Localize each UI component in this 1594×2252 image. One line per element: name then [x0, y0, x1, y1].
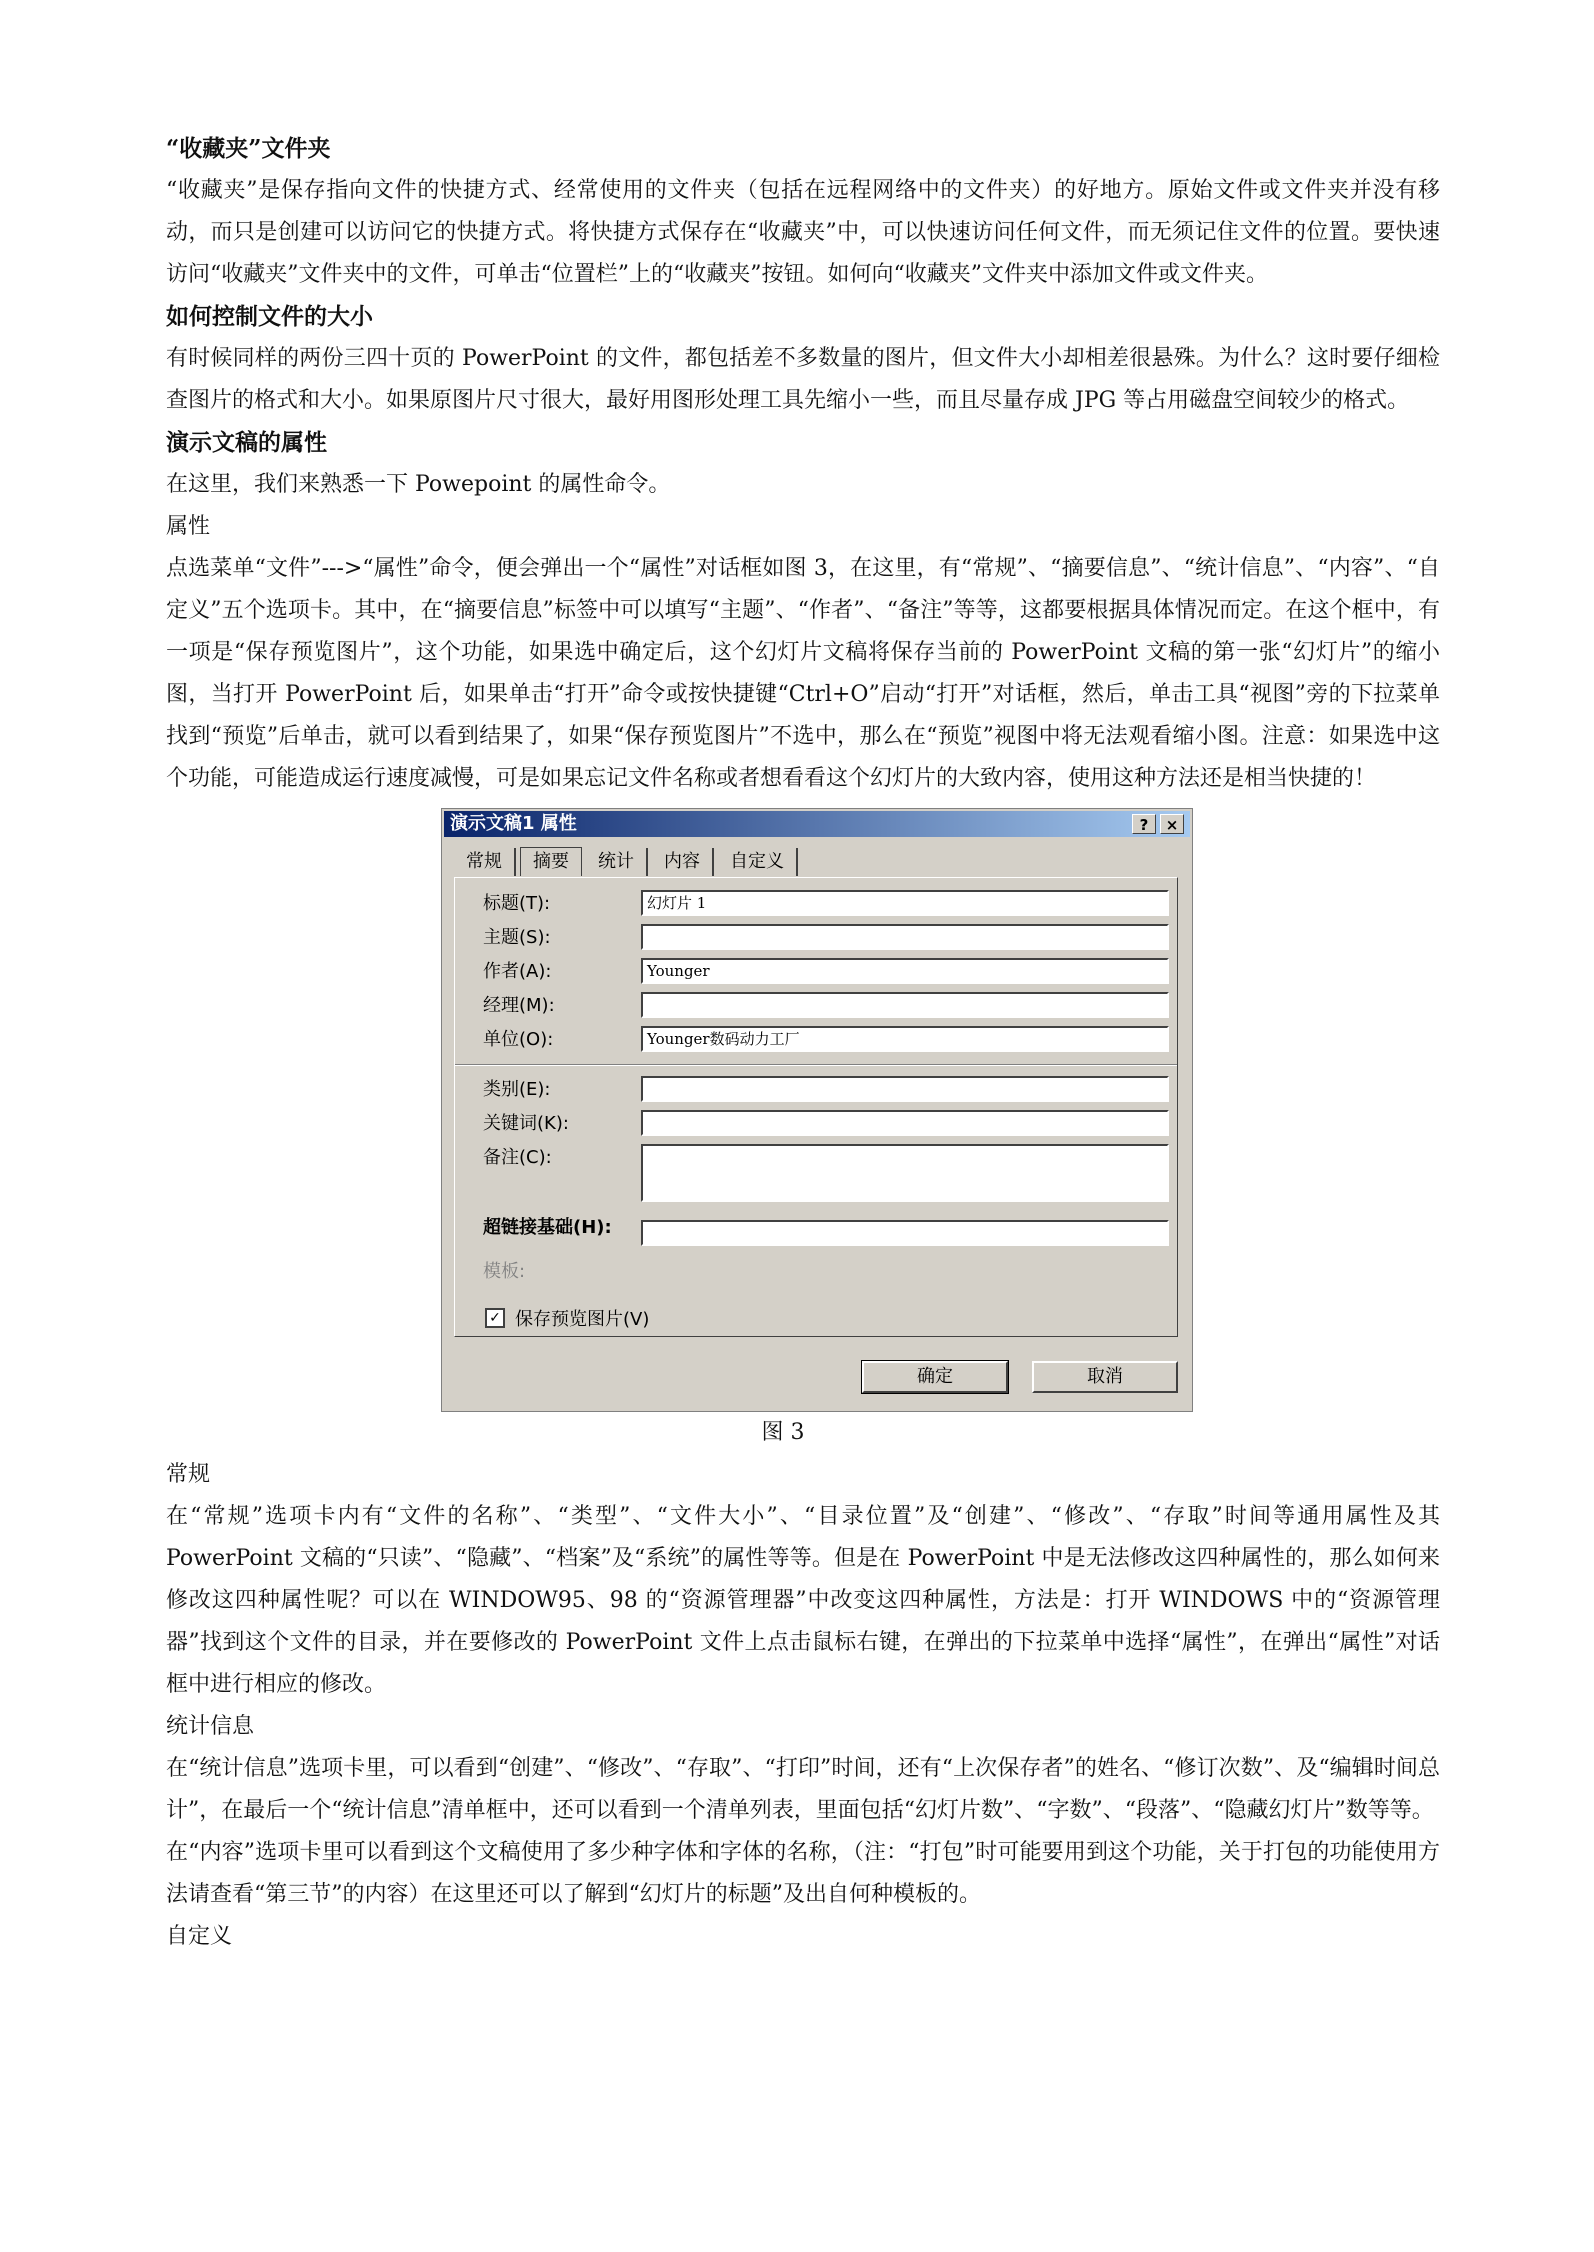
template-label: 模板:: [483, 1261, 526, 1282]
comments-input[interactable]: [641, 1144, 1169, 1202]
paragraph-statistics: 在“统计信息”选项卡里，可以看到“创建”、“修改”、“存取”、“打印”时间，还有“上次保存者”的姓名、“修订次数”、及“编辑时间总计”，在最后一个“统计信息”清单框中，还可以看到一个清单列表，里面包括“幻灯片数”、“字数”、“段落”、“隐藏幻灯片”数等等。: [166, 1756, 1440, 1823]
field-row-title: [483, 890, 1173, 918]
author-label: 作者(A):: [483, 961, 552, 982]
field-row-comments: [483, 1144, 1173, 1202]
figure-3: [166, 800, 1440, 1412]
save-preview-checkbox-row[interactable]: [485, 1308, 649, 1332]
heading-properties: 演示文稿的属性: [166, 429, 327, 456]
hyperlink-base-label: 超链接基础(H):: [483, 1217, 612, 1238]
company-input[interactable]: Younger数码动力工厂: [641, 1026, 1169, 1052]
paragraph-attributes: 点选菜单“文件”--->“属性”命令，便会弹出一个“属性”对话框如图 3，在这里，有“常规”、“摘要信息”、“统计信息”、“内容”、“自定义”五个选项卡。其中，在“摘要信息”标签中可以填写“主题”、“作者”、“备注”等等，这都要根据具体情况而定。在这个框中，有一项是“保存预览图片”，这个功能，如果选中确定后，这个幻灯片文稿将保存当前的 PowerPoint 文稿的第一张“幻灯片”的缩小图，当打开 PowerPoint 后，如果单击“打开”命令或按快捷键“Ctrl+O”启动“打开”对话框，然后，单击工具“视图”旁的下拉菜单找到“预览”后单击，就可以看到结果了，如果“保存预览图片”不选中，那么在“预览”视图中将无法观看缩小图。注意：如果选中这个功能，可能造成运行速度减慢，可是如果忘记文件名称或者想看看这个幻灯片的大致内容，使用这种方法还是相当快捷的！: [166, 556, 1440, 791]
save-preview-checkbox[interactable]: ✓: [485, 1308, 505, 1328]
help-button[interactable]: ?: [1132, 814, 1156, 834]
subheading-attributes: 属性: [166, 514, 211, 539]
tab-custom[interactable]: 自定义: [718, 848, 798, 876]
field-row-keywords: [483, 1110, 1173, 1138]
field-row-hyperlink-base: [483, 1216, 1173, 1256]
tab-summary[interactable]: 摘要: [520, 847, 582, 876]
save-preview-label: 保存预览图片(V): [515, 1309, 650, 1330]
heading-favorites: “收藏夹”文件夹: [166, 135, 331, 162]
keywords-input[interactable]: [641, 1110, 1169, 1136]
paragraph-contents: 在“内容”选项卡里可以看到这个文稿使用了多少种字体和字体的名称，（注：“打包”时可能要用到这个功能，关于打包的功能使用方法请查看“第三节”的内容）在这里还可以了解到“幻灯片的标题”及出自何种模板的。: [166, 1840, 1440, 1907]
title-label: 标题(T):: [483, 893, 551, 914]
manager-label: 经理(M):: [483, 995, 555, 1016]
manager-input[interactable]: [641, 992, 1169, 1018]
template-row: [483, 1258, 1173, 1286]
company-label: 单位(O):: [483, 1029, 554, 1050]
subheading-general: 常规: [166, 1462, 211, 1487]
subheading-custom: 自定义: [166, 1924, 233, 1949]
dialog-title: 演示文稿1 属性: [450, 813, 577, 834]
tab-general[interactable]: 常规: [454, 848, 516, 876]
field-row-company: [483, 1026, 1173, 1054]
subject-input[interactable]: [641, 924, 1169, 950]
paragraph-favorites: “收藏夹”是保存指向文件的快捷方式、经常使用的文件夹（包括在远程网络中的文件夹）的好地方。原始文件或文件夹并没有移动，而只是创建可以访问它的快捷方式。将快捷方式保存在“收藏夹”中，可以快速访问任何文件，而无须记住文件的位置。要快速访问“收藏夹”文件夹中的文件，可单击“位置栏”上的“收藏夹”按钮。如何向“收藏夹”文件夹中添加文件或文件夹。: [166, 178, 1440, 287]
summary-panel: [454, 877, 1178, 1337]
hyperlink-base-input[interactable]: [641, 1220, 1169, 1246]
divider: [455, 1064, 1177, 1066]
tab-statistics[interactable]: 统计: [586, 848, 648, 876]
properties-dialog: [441, 808, 1193, 1412]
document-page: [166, 128, 1440, 1958]
paragraph-properties-intro: 在这里，我们来熟悉一下 Powepoint 的属性命令。: [166, 472, 671, 497]
close-button[interactable]: ×: [1160, 814, 1184, 834]
dialog-tabs: [454, 847, 802, 877]
field-row-author: [483, 958, 1173, 986]
cancel-button[interactable]: 取消: [1032, 1361, 1178, 1393]
paragraph-general: 在“常规”选项卡内有“文件的名称”、“类型”、“文件大小”、“目录位置”及“创建”、“修改”、“存取”时间等通用属性及其 PowerPoint 文稿的“只读”、“隐藏”、“档案”及“系统”的属性等等。但是在 PowerPoint 中是无法修改这四种属性的，那么如何来修改这四种属性呢？可以在 WINDOW95、98 的“资源管理器”中改变这四种属性，方法是：打开 WINDOWS 中的“资源管理器”找到这个文件的目录，并在要修改的 PowerPoint 文件上点击鼠标右键，在弹出的下拉菜单中选择“属性”，在弹出“属性”对话框中进行相应的修改。: [166, 1504, 1440, 1697]
paragraph-file-size: 有时候同样的两份三四十页的 PowerPoint 的文件，都包括差不多数量的图片，但文件大小却相差很悬殊。为什么？这时要仔细检查图片的格式和大小。如果原图片尺寸很大，最好用图形处理工具先缩小一些，而且尽量存成 JPG 等占用磁盘空间较少的格式。: [166, 346, 1440, 413]
author-input[interactable]: Younger: [641, 958, 1169, 984]
category-input[interactable]: [641, 1076, 1169, 1102]
category-label: 类别(E):: [483, 1079, 551, 1100]
field-row-subject: [483, 924, 1173, 952]
dialog-titlebar: [444, 811, 1190, 837]
subject-label: 主题(S):: [483, 927, 551, 948]
comments-label: 备注(C):: [483, 1147, 552, 1168]
ok-button[interactable]: 确定: [862, 1361, 1008, 1393]
figure-caption: 图 3: [761, 1420, 805, 1445]
tab-contents[interactable]: 内容: [652, 848, 714, 876]
keywords-label: 关键词(K):: [483, 1113, 569, 1134]
title-input[interactable]: 幻灯片 1: [641, 890, 1169, 916]
field-row-manager: [483, 992, 1173, 1020]
heading-file-size: 如何控制文件的大小: [166, 303, 373, 330]
subheading-statistics: 统计信息: [166, 1714, 255, 1739]
field-row-category: [483, 1076, 1173, 1104]
